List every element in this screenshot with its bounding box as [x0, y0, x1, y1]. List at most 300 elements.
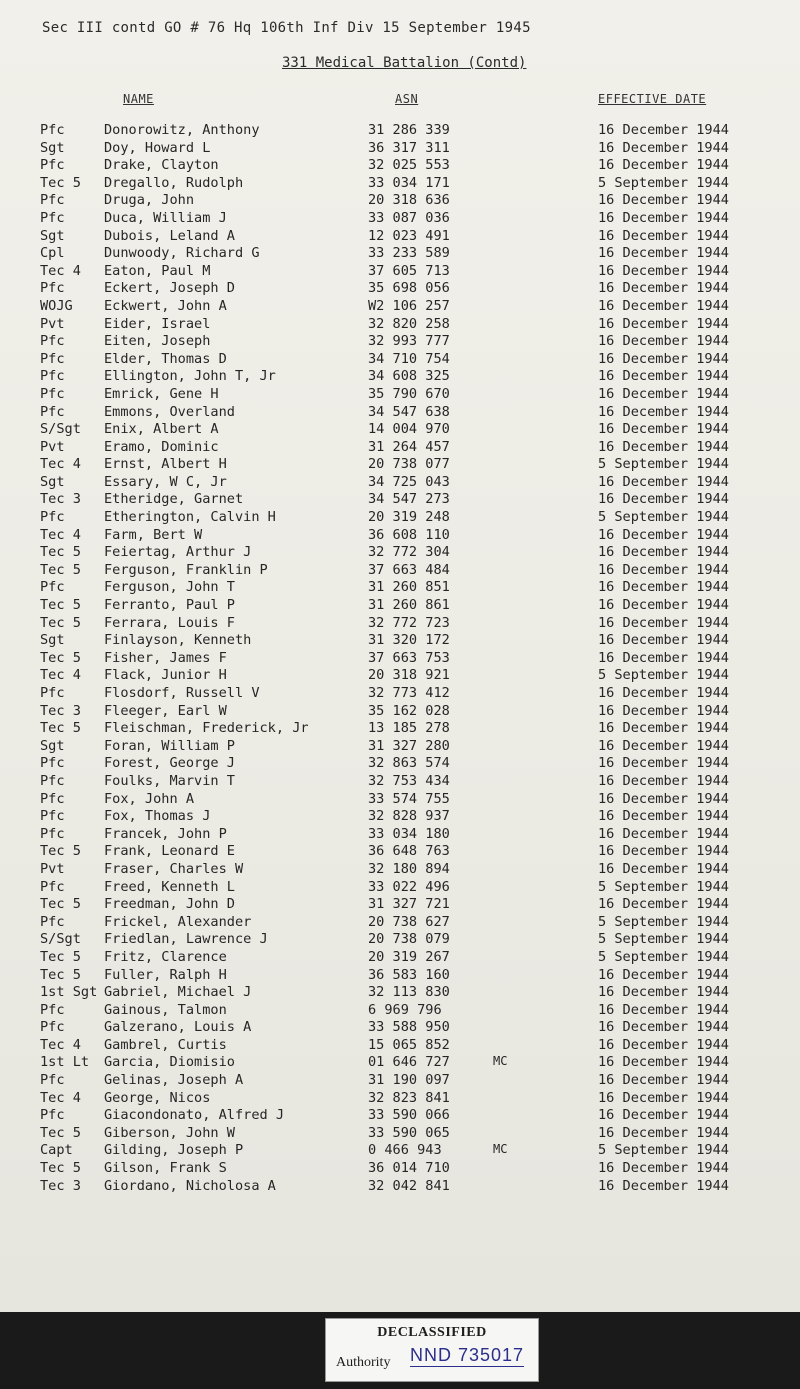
roster-row	[0, 1107, 800, 1125]
roster-row	[0, 1142, 800, 1160]
row-date: 16 December 1944	[598, 737, 729, 754]
row-date: 16 December 1944	[598, 632, 729, 649]
row-name: Fisher, James F	[104, 649, 227, 666]
row-asn: 20 738 627	[368, 913, 450, 930]
row-asn: 31 260 861	[368, 597, 450, 614]
roster-row	[0, 632, 800, 650]
row-rank: Tec 3	[40, 491, 81, 508]
row-name: Flosdorf, Russell V	[104, 685, 260, 701]
row-rank: Tec 4	[40, 526, 81, 543]
row-name: Eckwert, John A	[104, 297, 227, 314]
row-rank: Tec 4	[40, 456, 81, 473]
row-date: 16 December 1944	[598, 1036, 729, 1053]
roster-row	[0, 509, 800, 527]
roster-row	[0, 1178, 800, 1196]
roster-row	[0, 1090, 800, 1108]
row-rank: Pfc	[40, 280, 65, 297]
row-name: Ferguson, Franklin P	[104, 561, 268, 578]
row-rank: Pfc	[40, 403, 65, 420]
row-asn: 6 969 796	[368, 1001, 442, 1018]
row-asn: 32 113 830	[368, 984, 450, 1001]
row-name: Feiertag, Arthur J	[104, 544, 252, 561]
row-asn: 32 042 841	[368, 1177, 450, 1194]
row-asn: 32 828 937	[368, 808, 450, 825]
row-name: George, Nicos	[104, 1089, 211, 1106]
row-rank: Pfc	[40, 825, 65, 842]
roster-row	[0, 474, 800, 492]
row-rank: Pfc	[40, 192, 65, 209]
row-name: Fox, John A	[104, 790, 195, 807]
row-rank: Pfc	[40, 772, 65, 789]
row-rank: Tec 3	[40, 1177, 81, 1194]
row-rank: Pfc	[40, 209, 65, 226]
row-date: 16 December 1944	[598, 896, 729, 913]
row-date: 16 December 1944	[598, 1072, 729, 1089]
row-date: 16 December 1944	[598, 262, 729, 279]
roster-row	[0, 175, 800, 193]
row-date: 16 December 1944	[598, 772, 729, 789]
row-name: Fox, Thomas J	[104, 808, 211, 825]
row-date: 16 December 1944	[598, 526, 729, 543]
row-rank: Tec 5	[40, 1160, 81, 1177]
row-date: 16 December 1944	[598, 280, 729, 297]
row-date: 16 December 1944	[598, 315, 729, 332]
row-name: Galzerano, Louis A	[104, 1019, 252, 1036]
roster-row	[0, 491, 800, 509]
roster-list	[0, 122, 800, 1195]
row-date: 16 December 1944	[598, 755, 729, 772]
row-asn: 33 034 171	[368, 174, 450, 191]
row-asn: 31 327 280	[368, 737, 450, 754]
row-asn: 37 663 484	[368, 561, 450, 578]
roster-row	[0, 914, 800, 932]
roster-row	[0, 861, 800, 879]
row-name: Gabriel, Michael J	[104, 984, 252, 1001]
row-date: 16 December 1944	[598, 579, 729, 596]
row-name: Fleischman, Frederick, Jr	[104, 720, 309, 737]
row-name: Dregallo, Rudolph	[104, 174, 244, 191]
row-rank: Tec 5	[40, 948, 81, 965]
roster-row	[0, 386, 800, 404]
row-date: 16 December 1944	[598, 473, 729, 490]
row-rank: Tec 5	[40, 720, 81, 737]
row-name: Foran, William P	[104, 737, 235, 754]
row-asn: 32 772 304	[368, 544, 450, 561]
row-name: Frank, Leonard E	[104, 843, 235, 860]
row-asn: 32 863 574	[368, 755, 450, 772]
row-name: Finlayson, Kenneth	[104, 632, 252, 649]
row-rank: Pfc	[40, 333, 65, 350]
row-asn: 0 466 943	[368, 1142, 442, 1159]
row-rank: Pfc	[40, 1107, 65, 1124]
row-award: MC	[493, 1054, 508, 1069]
row-asn: 13 185 278	[368, 720, 450, 737]
row-asn: 35 162 028	[368, 702, 450, 719]
row-name: Gainous, Talmon	[104, 1001, 227, 1018]
declassified-stamp	[325, 1318, 539, 1382]
row-date: 16 December 1944	[598, 1054, 729, 1071]
roster-row	[0, 351, 800, 369]
row-name: Giberson, John W	[104, 1124, 235, 1141]
roster-row	[0, 826, 800, 844]
row-asn: 31 264 457	[368, 438, 450, 455]
row-asn: 34 547 273	[368, 491, 450, 508]
row-asn: 33 588 950	[368, 1019, 450, 1036]
roster-row	[0, 984, 800, 1002]
row-asn: 14 004 970	[368, 421, 450, 438]
row-rank: Sgt	[40, 139, 65, 156]
roster-row	[0, 280, 800, 298]
roster-row	[0, 843, 800, 861]
row-rank: Tec 5	[40, 966, 81, 983]
row-name: Donorowitz, Anthony	[104, 122, 260, 138]
row-name: Fuller, Ralph H	[104, 966, 227, 983]
row-name: Forest, George J	[104, 755, 235, 772]
roster-row	[0, 1019, 800, 1037]
row-date: 16 December 1944	[598, 843, 729, 860]
row-asn: 36 317 311	[368, 139, 450, 156]
roster-row	[0, 685, 800, 703]
row-name: Gilson, Frank S	[104, 1160, 227, 1177]
row-asn: 35 790 670	[368, 385, 450, 402]
row-name: Etheridge, Garnet	[104, 491, 244, 508]
row-date: 16 December 1944	[598, 385, 729, 402]
row-rank: Pvt	[40, 438, 65, 455]
roster-row	[0, 122, 800, 140]
row-name: Freed, Kenneth L	[104, 878, 235, 895]
row-name: Gelinas, Joseph A	[104, 1072, 244, 1089]
roster-row	[0, 298, 800, 316]
unit-subtitle: 331 Medical Battalion (Contd)	[282, 55, 527, 71]
row-rank: Pfc	[40, 808, 65, 825]
roster-row	[0, 879, 800, 897]
row-date: 16 December 1944	[598, 1177, 729, 1194]
row-date: 5 September 1944	[598, 878, 729, 895]
row-name: Eramo, Dominic	[104, 438, 219, 455]
row-date: 5 September 1944	[598, 509, 729, 526]
roster-row	[0, 404, 800, 422]
roster-row	[0, 544, 800, 562]
row-name: Foulks, Marvin T	[104, 772, 235, 789]
roster-row	[0, 439, 800, 457]
row-date: 16 December 1944	[598, 1089, 729, 1106]
row-rank: Tec 4	[40, 1036, 81, 1053]
stamp-authority-number: NND 735017	[410, 1345, 525, 1365]
roster-row	[0, 615, 800, 633]
row-date: 16 December 1944	[598, 808, 729, 825]
row-name: Emmons, Overland	[104, 403, 235, 420]
row-rank: Tec 5	[40, 843, 81, 860]
roster-row	[0, 896, 800, 914]
row-rank: Sgt	[40, 473, 65, 490]
row-rank: Pfc	[40, 685, 65, 701]
roster-row	[0, 931, 800, 949]
row-rank: Tec 5	[40, 597, 81, 614]
row-asn: 36 014 710	[368, 1160, 450, 1177]
row-date: 16 December 1944	[598, 702, 729, 719]
roster-row	[0, 703, 800, 721]
row-asn: 15 065 852	[368, 1036, 450, 1053]
roster-row	[0, 192, 800, 210]
row-date: 16 December 1944	[598, 860, 729, 877]
row-date: 16 December 1944	[598, 544, 729, 561]
row-date: 5 September 1944	[598, 456, 729, 473]
row-date: 16 December 1944	[598, 157, 729, 174]
row-date: 16 December 1944	[598, 491, 729, 508]
roster-row	[0, 157, 800, 175]
row-asn: 33 087 036	[368, 209, 450, 226]
row-rank: Tec 5	[40, 1124, 81, 1141]
row-date: 16 December 1944	[598, 720, 729, 737]
roster-row	[0, 245, 800, 263]
row-name: Etherington, Calvin H	[104, 509, 276, 526]
row-asn: 32 180 894	[368, 860, 450, 877]
row-name: Fritz, Clarence	[104, 948, 227, 965]
roster-row	[0, 949, 800, 967]
row-date: 16 December 1944	[598, 1019, 729, 1036]
row-asn: 31 260 851	[368, 579, 450, 596]
row-date: 16 December 1944	[598, 438, 729, 455]
row-asn: 12 023 491	[368, 227, 450, 244]
row-name: Gilding, Joseph P	[104, 1142, 244, 1159]
row-name: Gambrel, Curtis	[104, 1036, 227, 1053]
row-name: Giacondonato, Alfred J	[104, 1107, 285, 1124]
row-asn: 33 233 589	[368, 245, 450, 262]
row-date: 16 December 1944	[598, 614, 729, 631]
roster-row	[0, 1160, 800, 1178]
row-rank: Pvt	[40, 860, 65, 877]
row-rank: Tec 5	[40, 614, 81, 631]
roster-row	[0, 368, 800, 386]
row-asn: 20 318 636	[368, 192, 450, 209]
row-rank: Pfc	[40, 385, 65, 402]
row-asn: 32 773 412	[368, 685, 450, 701]
roster-row	[0, 1054, 800, 1072]
row-date: 16 December 1944	[598, 368, 729, 385]
row-rank: Tec 4	[40, 262, 81, 279]
row-rank: Pfc	[40, 1072, 65, 1089]
row-date: 5 September 1944	[598, 667, 729, 684]
row-name: Ferrara, Louis F	[104, 614, 235, 631]
row-asn: 33 034 180	[368, 825, 450, 842]
roster-row	[0, 140, 800, 158]
row-asn: 36 583 160	[368, 966, 450, 983]
row-name: Eider, Israel	[104, 315, 211, 332]
row-asn: 31 286 339	[368, 122, 450, 138]
row-name: Drake, Clayton	[104, 157, 219, 174]
roster-row	[0, 562, 800, 580]
row-name: Essary, W C, Jr	[104, 473, 227, 490]
row-asn: 32 753 434	[368, 772, 450, 789]
row-date: 16 December 1944	[598, 1124, 729, 1141]
row-asn: 32 772 723	[368, 614, 450, 631]
row-award: MC	[493, 1142, 508, 1157]
row-date: 16 December 1944	[598, 227, 729, 244]
row-date: 16 December 1944	[598, 685, 729, 701]
row-asn: 34 608 325	[368, 368, 450, 385]
roster-row	[0, 1037, 800, 1055]
row-name: Giordano, Nicholosa A	[104, 1177, 276, 1194]
row-asn: 33 574 755	[368, 790, 450, 807]
row-rank: Tec 3	[40, 702, 81, 719]
row-rank: WOJG	[40, 297, 73, 314]
row-name: Frickel, Alexander	[104, 913, 252, 930]
row-asn: 31 190 097	[368, 1072, 450, 1089]
roster-row	[0, 228, 800, 246]
row-name: Druga, John	[104, 192, 195, 209]
row-name: Fleeger, Earl W	[104, 702, 227, 719]
row-rank: Tec 4	[40, 667, 81, 684]
row-asn: 01 646 727	[368, 1054, 450, 1071]
row-rank: Tec 4	[40, 1089, 81, 1106]
row-rank: 1st Lt	[40, 1054, 90, 1071]
roster-row	[0, 597, 800, 615]
row-name: Ernst, Albert H	[104, 456, 227, 473]
stamp-authority-label: Authority	[336, 1355, 391, 1370]
row-date: 5 September 1944	[598, 1142, 729, 1159]
row-date: 16 December 1944	[598, 350, 729, 367]
roster-row	[0, 421, 800, 439]
row-rank: Sgt	[40, 737, 65, 754]
roster-row	[0, 1125, 800, 1143]
row-asn: 36 648 763	[368, 843, 450, 860]
row-date: 16 December 1944	[598, 597, 729, 614]
roster-row	[0, 263, 800, 281]
row-name: Dubois, Leland A	[104, 227, 235, 244]
row-name: Fraser, Charles W	[104, 860, 244, 877]
row-name: Eckert, Joseph D	[104, 280, 235, 297]
row-asn: 32 993 777	[368, 333, 450, 350]
roster-row	[0, 316, 800, 334]
roster-row	[0, 967, 800, 985]
row-asn: 34 547 638	[368, 403, 450, 420]
column-header-effective-date: EFFECTIVE DATE	[598, 92, 707, 106]
row-asn: 31 327 721	[368, 896, 450, 913]
row-rank: Pfc	[40, 157, 65, 174]
row-name: Farm, Bert W	[104, 526, 203, 543]
row-name: Emrick, Gene H	[104, 385, 219, 402]
row-asn: 20 738 079	[368, 931, 450, 948]
row-asn: 33 590 065	[368, 1124, 450, 1141]
row-rank: Pfc	[40, 509, 65, 526]
row-asn: W2 106 257	[368, 297, 450, 314]
row-rank: Pfc	[40, 790, 65, 807]
row-rank: Tec 5	[40, 649, 81, 666]
row-rank: Capt	[40, 1142, 73, 1159]
row-asn: 36 608 110	[368, 526, 450, 543]
row-rank: Tec 5	[40, 896, 81, 913]
row-date: 16 December 1944	[598, 192, 729, 209]
row-name: Enix, Albert A	[104, 421, 219, 438]
row-rank: Pfc	[40, 579, 65, 596]
row-date: 16 December 1944	[598, 984, 729, 1001]
roster-row	[0, 1002, 800, 1020]
roster-row	[0, 456, 800, 474]
row-rank: Pfc	[40, 122, 65, 138]
row-name: Freedman, John D	[104, 896, 235, 913]
row-date: 16 December 1944	[598, 790, 729, 807]
row-name: Francek, John P	[104, 825, 227, 842]
row-date: 16 December 1944	[598, 1160, 729, 1177]
row-rank: 1st Sgt	[40, 984, 98, 1001]
row-name: Eiten, Joseph	[104, 333, 211, 350]
row-name: Duca, William J	[104, 209, 227, 226]
row-name: Flack, Junior H	[104, 667, 227, 684]
row-rank: Pfc	[40, 755, 65, 772]
roster-row	[0, 579, 800, 597]
row-rank: Tec 5	[40, 174, 81, 191]
roster-row	[0, 527, 800, 545]
row-asn: 34 710 754	[368, 350, 450, 367]
row-rank: Tec 5	[40, 544, 81, 561]
roster-row	[0, 791, 800, 809]
order-header: Sec III contd GO # 76 Hq 106th Inf Div 15 September 1945	[42, 20, 531, 36]
row-date: 16 December 1944	[598, 209, 729, 226]
row-name: Ferguson, John T	[104, 579, 235, 596]
row-date: 16 December 1944	[598, 649, 729, 666]
roster-row	[0, 333, 800, 351]
row-rank: Pfc	[40, 1019, 65, 1036]
row-date: 16 December 1944	[598, 245, 729, 262]
row-asn: 37 605 713	[368, 262, 450, 279]
row-rank: Pfc	[40, 1001, 65, 1018]
row-date: 16 December 1944	[598, 333, 729, 350]
row-name: Eaton, Paul M	[104, 262, 211, 279]
row-rank: Pvt	[40, 315, 65, 332]
roster-row	[0, 808, 800, 826]
row-date: 16 December 1944	[598, 122, 729, 138]
row-asn: 33 590 066	[368, 1107, 450, 1124]
row-asn: 20 318 921	[368, 667, 450, 684]
row-date: 16 December 1944	[598, 825, 729, 842]
row-rank: S/Sgt	[40, 421, 81, 438]
row-rank: Pfc	[40, 878, 65, 895]
row-date: 16 December 1944	[598, 1107, 729, 1124]
roster-row	[0, 650, 800, 668]
row-name: Friedlan, Lawrence J	[104, 931, 268, 948]
row-name: Ferranto, Paul P	[104, 597, 235, 614]
row-asn: 20 319 267	[368, 948, 450, 965]
row-name: Ellington, John T, Jr	[104, 368, 276, 385]
row-rank: Sgt	[40, 632, 65, 649]
roster-row	[0, 755, 800, 773]
row-date: 5 September 1944	[598, 931, 729, 948]
row-date: 5 September 1944	[598, 174, 729, 191]
roster-row	[0, 1072, 800, 1090]
row-asn: 20 319 248	[368, 509, 450, 526]
row-rank: Pfc	[40, 913, 65, 930]
row-date: 16 December 1944	[598, 139, 729, 156]
row-rank: Sgt	[40, 227, 65, 244]
row-rank: Tec 5	[40, 561, 81, 578]
row-name: Doy, Howard L	[104, 139, 211, 156]
column-header-asn: ASN	[395, 92, 419, 106]
row-asn: 35 698 056	[368, 280, 450, 297]
row-date: 16 December 1944	[598, 403, 729, 420]
row-date: 16 December 1944	[598, 966, 729, 983]
row-rank: Pfc	[40, 368, 65, 385]
roster-row	[0, 720, 800, 738]
row-asn: 32 820 258	[368, 315, 450, 332]
column-header-name: NAME	[123, 92, 154, 106]
row-rank: Pfc	[40, 350, 65, 367]
roster-row	[0, 667, 800, 685]
row-date: 5 September 1944	[598, 913, 729, 930]
stamp-title: DECLASSIFIED	[377, 1325, 487, 1340]
row-date: 16 December 1944	[598, 297, 729, 314]
row-asn: 32 823 841	[368, 1089, 450, 1106]
roster-row	[0, 773, 800, 791]
